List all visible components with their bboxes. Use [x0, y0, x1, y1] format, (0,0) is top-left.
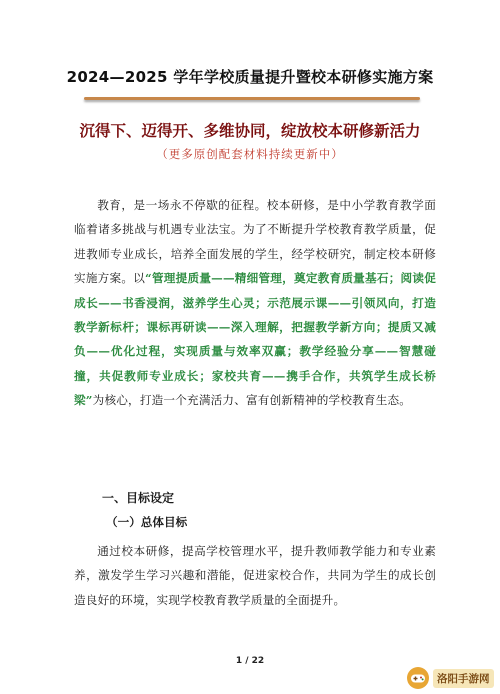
title-divider — [84, 97, 420, 100]
promo-note: （更多原创配套材料持续更新中） — [156, 147, 344, 161]
intro-lead-text: 教育，是一场永不停歇的征程。校本研修，是中小学教育教学面临着诸多挑战与机遇专业法宝。为了不断提升学校教育教学质量，促进教师专业成长，培养全面发展的学生，经学校研究，制定校本研修实施方案。以 — [74, 198, 436, 286]
subsection-heading: （一）总体目标 — [106, 515, 188, 529]
goal-paragraph: 通过校本研修，提高学校管理水平，提升教师教学能力和专业素养，激发学生学习兴趣和潜能，促进家校合作，共同为学生的成长创造良好的环境，实现学校教育教学质量的全面提升。 — [74, 544, 436, 607]
intro-paragraph — [74, 193, 436, 413]
intro-highlight-text: “管理提质量——精细管理，奠定教育质量基石；阅读促成长——书香浸润，滋养学生心灵；示范展示课——引领风向，打造教学新标杆；课标再研读——深入理解，把握教学新方向；提质又减负——优化过程，实现质量与效率双赢；教学经验分享——智慧碰撞，共促教师专业成长；家校共育——携手合作，共筑学生成长桥梁” — [74, 271, 437, 408]
document-title: 2024—2025 学年学校质量提升暨校本研修实施方案 — [66, 68, 434, 86]
document-subtitle: 沉得下、迈得开、多维协同，绽放校本研修新活力 — [79, 121, 421, 140]
gamepad-logo-icon — [406, 666, 430, 690]
watermark-text: 洛阳手游网 — [433, 669, 494, 688]
page-number: 1 / 22 — [235, 656, 265, 666]
section-heading: 一、目标设定 — [102, 491, 175, 505]
site-watermark — [406, 666, 494, 690]
intro-tail-text: 为核心，打造一个充满活力、富有创新精神的学校教育生态。 — [92, 393, 412, 408]
